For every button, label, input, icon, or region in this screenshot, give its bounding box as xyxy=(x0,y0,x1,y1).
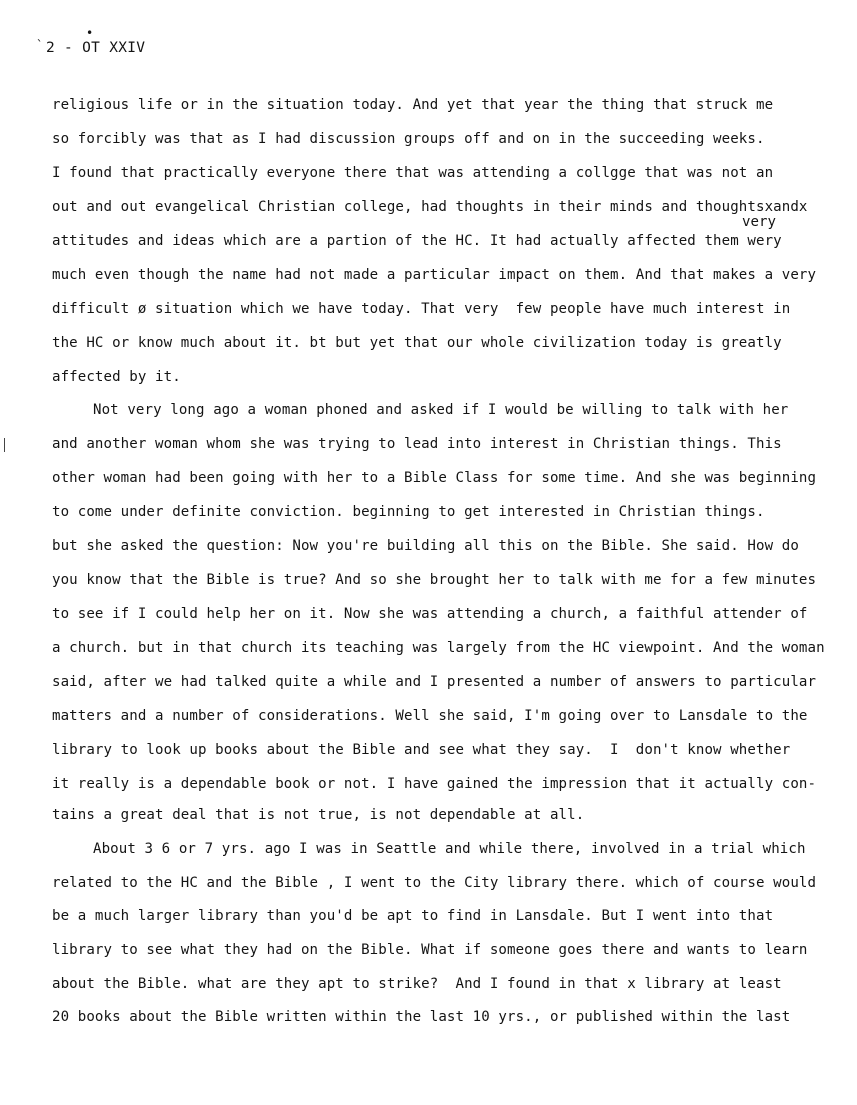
text-line: it really is a dependable book or not. I have gained the impression that it actually con- xyxy=(52,776,817,792)
text-line: so forcibly was that as I had discussion groups off and on in the succeeding weeks. xyxy=(52,131,765,147)
text-line: the HC or know much about it. bt but yet that our whole civilization today is greatly xyxy=(52,335,782,351)
text-line: matters and a number of considerations. Well she said, I'm going over to Lansdale to the xyxy=(52,708,808,724)
text-line: said, after we had talked quite a while and I presented a number of answers to particular xyxy=(52,674,817,690)
text-line: I found that practically everyone there that was attending a collgge that was not an xyxy=(52,165,774,181)
margin-line-mark xyxy=(4,438,5,452)
margin-tick-mark: ` xyxy=(36,38,44,52)
overwritten-correction: very xyxy=(742,214,776,230)
text-line: out and out evangelical Christian college, had thoughts in their minds and thoughtsxandx xyxy=(52,199,808,215)
text-line: affected by it. xyxy=(52,369,181,385)
text-line: attitudes and ideas which are a partion of the HC. It had actually affected them wery xyxy=(52,233,782,249)
text-line: to see if I could help her on it. Now she was attending a church, a faithful attender of xyxy=(52,606,808,622)
text-line: 20 books about the Bible written within the last 10 yrs., or published within the last xyxy=(52,1009,791,1025)
text-line: and another woman whom she was trying to lead into interest in Christian things. This xyxy=(52,436,782,452)
text-line: much even though the name had not made a particular impact on them. And that makes a very xyxy=(52,267,817,283)
text-line: other woman had been going with her to a Bible Class for some time. And she was beginning xyxy=(52,470,817,486)
text-line: library to see what they had on the Bible. What if someone goes there and wants to learn xyxy=(52,942,808,958)
margin-dot-mark: • xyxy=(86,26,94,40)
paragraph-start-line: About 3 6 or 7 yrs. ago I was in Seattle and while there, involved in a trial which xyxy=(93,841,806,857)
text-line: difficult ø situation which we have today. That very few people have much interest in xyxy=(52,301,791,317)
page-number: 2 - OT XXIV xyxy=(46,40,146,56)
text-line: religious life or in the situation today. And yet that year the thing that struck me xyxy=(52,97,774,113)
text-line: library to look up books about the Bible and see what they say. I don't know whether xyxy=(52,742,791,758)
text-line: to come under definite conviction. beginning to get interested in Christian things. xyxy=(52,504,765,520)
text-line: be a much larger library than you'd be apt to find in Lansdale. But I went into that xyxy=(52,908,774,924)
text-line: related to the HC and the Bible , I went to the City library there. which of course would xyxy=(52,875,817,891)
text-line: a church. but in that church its teaching was largely from the HC viewpoint. And the woman xyxy=(52,640,825,656)
page-header xyxy=(36,26,146,56)
text-line: but she asked the question: Now you're building all this on the Bible. She said. How do xyxy=(52,538,799,554)
text-line: you know that the Bible is true? And so she brought her to talk with me for a few minutes xyxy=(52,572,817,588)
paragraph-start-line: Not very long ago a woman phoned and asked if I would be willing to talk with her xyxy=(93,402,789,418)
text-line: tains a great deal that is not true, is not dependable at all. xyxy=(52,807,585,823)
text-line: about the Bible. what are they apt to strike? And I found in that x library at least xyxy=(52,976,782,992)
